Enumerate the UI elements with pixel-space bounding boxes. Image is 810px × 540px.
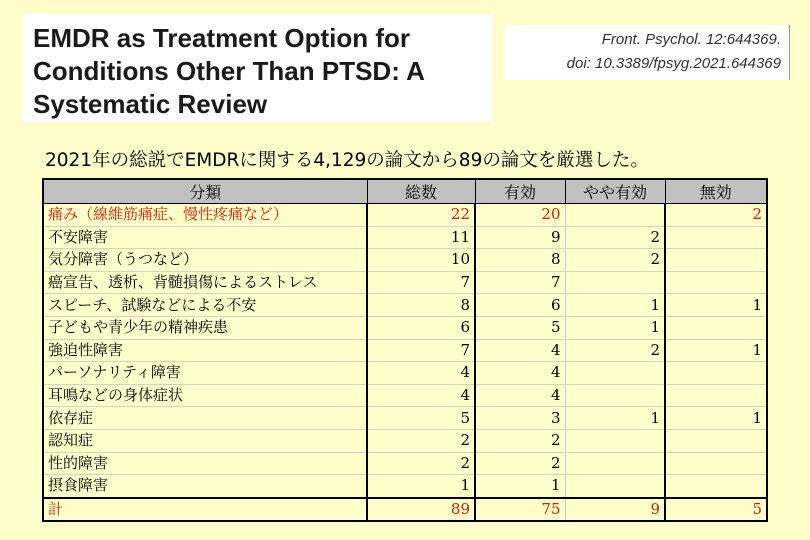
cell-ineffective bbox=[665, 249, 767, 272]
cell-ineffective bbox=[665, 384, 767, 407]
title-line-2: Conditions Other Than PTSD: A bbox=[33, 56, 425, 86]
cell-effective: 6 bbox=[475, 294, 565, 317]
cell-somewhat-effective bbox=[565, 271, 665, 294]
cell-effective: 2 bbox=[475, 429, 565, 452]
cell-somewhat-effective: 2 bbox=[565, 339, 665, 362]
cell-ineffective bbox=[665, 429, 767, 452]
cell-effective: 7 bbox=[475, 271, 565, 294]
cell-ineffective bbox=[665, 316, 767, 339]
table-header-row bbox=[43, 179, 767, 204]
cell-effective: 3 bbox=[475, 407, 565, 430]
header-total: 総数 bbox=[367, 179, 475, 204]
table-row bbox=[43, 249, 767, 272]
results-table bbox=[42, 178, 768, 522]
cell-category: 不安障害 bbox=[43, 226, 367, 249]
citation-journal: Front. Psychol. 12:644369. bbox=[601, 31, 781, 48]
cell-somewhat-effective: 9 bbox=[565, 498, 665, 522]
cell-total: 2 bbox=[367, 429, 475, 452]
cell-total: 7 bbox=[367, 339, 475, 362]
cell-category: 強迫性障害 bbox=[43, 339, 367, 362]
cell-category: 摂食障害 bbox=[43, 475, 367, 498]
cell-somewhat-effective bbox=[565, 384, 665, 407]
cell-total: 5 bbox=[367, 407, 475, 430]
slide-subtitle: 2021年の総説でEMDRに関する4,129の論文から89の論文を厳選した。 bbox=[45, 150, 649, 171]
header-effective: 有効 bbox=[475, 179, 565, 204]
cell-total: 1 bbox=[367, 475, 475, 498]
cell-total: 4 bbox=[367, 362, 475, 385]
cell-total: 2 bbox=[367, 452, 475, 475]
header-category: 分類 bbox=[43, 179, 367, 204]
table-row bbox=[43, 475, 767, 498]
cell-ineffective: 5 bbox=[665, 498, 767, 522]
paper-title bbox=[33, 22, 493, 121]
table-row bbox=[43, 226, 767, 249]
cell-ineffective bbox=[665, 452, 767, 475]
header-somewhat-effective: やや有効 bbox=[565, 179, 665, 204]
cell-effective: 9 bbox=[475, 226, 565, 249]
cell-total: 6 bbox=[367, 316, 475, 339]
table-body bbox=[43, 204, 767, 522]
cell-category: 依存症 bbox=[43, 407, 367, 430]
cell-effective: 8 bbox=[475, 249, 565, 272]
cell-somewhat-effective: 1 bbox=[565, 316, 665, 339]
cell-somewhat-effective bbox=[565, 429, 665, 452]
cell-total: 8 bbox=[367, 294, 475, 317]
cell-category: 計 bbox=[43, 498, 367, 522]
cell-effective: 2 bbox=[475, 452, 565, 475]
table-row bbox=[43, 452, 767, 475]
cell-somewhat-effective: 2 bbox=[565, 226, 665, 249]
cell-ineffective: 1 bbox=[665, 407, 767, 430]
cell-effective: 1 bbox=[475, 475, 565, 498]
header-ineffective: 無効 bbox=[665, 179, 767, 204]
cell-ineffective bbox=[665, 362, 767, 385]
cell-total: 22 bbox=[367, 204, 475, 227]
cell-effective: 5 bbox=[475, 316, 565, 339]
cell-category: 癌宣告、透析、背髄損傷によるストレス bbox=[43, 271, 367, 294]
cell-category: スピーチ、試験などによる不安 bbox=[43, 294, 367, 317]
cell-ineffective: 1 bbox=[665, 339, 767, 362]
cell-somewhat-effective: 1 bbox=[565, 294, 665, 317]
cell-effective: 4 bbox=[475, 362, 565, 385]
cell-ineffective bbox=[665, 475, 767, 498]
cell-total: 7 bbox=[367, 271, 475, 294]
table-row bbox=[43, 204, 767, 227]
table-row bbox=[43, 271, 767, 294]
cell-total: 11 bbox=[367, 226, 475, 249]
cell-category: 子どもや青少年の精神疾患 bbox=[43, 316, 367, 339]
cell-ineffective bbox=[665, 226, 767, 249]
cell-ineffective: 1 bbox=[665, 294, 767, 317]
table-row bbox=[43, 316, 767, 339]
table-row bbox=[43, 294, 767, 317]
cell-category: パーソナリティ障害 bbox=[43, 362, 367, 385]
title-line-3: Systematic Review bbox=[33, 89, 268, 119]
cell-total: 89 bbox=[367, 498, 475, 522]
cell-total: 10 bbox=[367, 249, 475, 272]
cell-somewhat-effective: 2 bbox=[565, 249, 665, 272]
cell-effective: 4 bbox=[475, 339, 565, 362]
cell-ineffective bbox=[665, 271, 767, 294]
cell-category: 痛み（線維筋痛症、慢性疼痛など） bbox=[43, 204, 367, 227]
cell-category: 認知症 bbox=[43, 429, 367, 452]
cell-somewhat-effective bbox=[565, 452, 665, 475]
cell-somewhat-effective bbox=[565, 475, 665, 498]
cell-effective: 4 bbox=[475, 384, 565, 407]
table-row bbox=[43, 429, 767, 452]
citation-box bbox=[505, 25, 790, 80]
cell-effective: 20 bbox=[475, 204, 565, 227]
table-row bbox=[43, 339, 767, 362]
cell-effective: 75 bbox=[475, 498, 565, 522]
title-box bbox=[23, 14, 493, 122]
cell-somewhat-effective: 1 bbox=[565, 407, 665, 430]
cell-somewhat-effective bbox=[565, 204, 665, 227]
cell-total: 4 bbox=[367, 384, 475, 407]
cell-ineffective: 2 bbox=[665, 204, 767, 227]
cell-category: 性的障害 bbox=[43, 452, 367, 475]
cell-category: 耳鳴などの身体症状 bbox=[43, 384, 367, 407]
title-line-1: EMDR as Treatment Option for bbox=[33, 23, 411, 53]
table-row bbox=[43, 384, 767, 407]
citation-doi: doi: 10.3389/fpsyg.2021.644369 bbox=[566, 55, 781, 72]
table-total-row bbox=[43, 498, 767, 522]
cell-category: 気分障害（うつなど） bbox=[43, 249, 367, 272]
cell-somewhat-effective bbox=[565, 362, 665, 385]
table-row bbox=[43, 407, 767, 430]
table-row bbox=[43, 362, 767, 385]
